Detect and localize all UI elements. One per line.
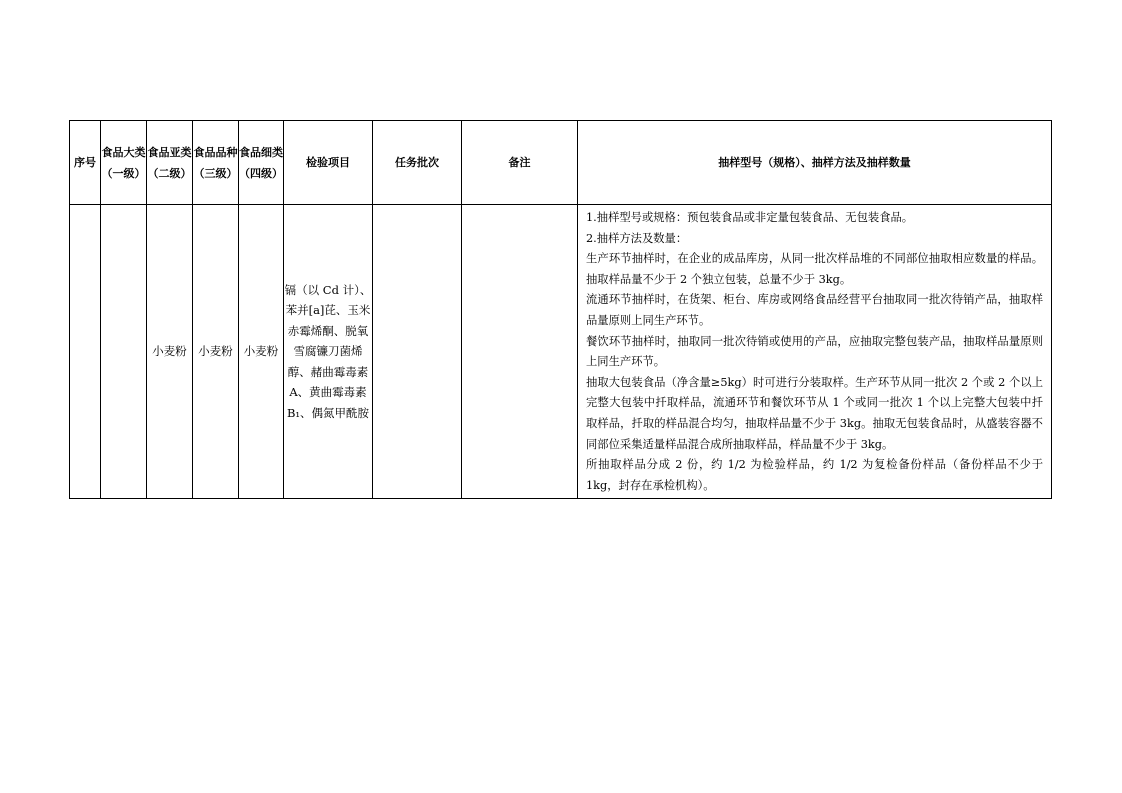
method-line: 2.抽样方法及数量： xyxy=(586,231,688,245)
header-cat4: 食品细类（四级） xyxy=(239,121,284,205)
header-cat3: 食品品种（三级） xyxy=(193,121,239,205)
header-remark: 备注 xyxy=(462,121,578,205)
header-row xyxy=(70,121,1052,205)
header-cat2: 食品亚类（二级） xyxy=(147,121,193,205)
method-line: 所抽取样品分成 2 份，约 1/2 为检验样品，约 1/2 为复检备份样品（备份样品不少于 1kg，封存在承检机构）。 xyxy=(586,458,1043,492)
cell-batch xyxy=(373,205,462,499)
cell-test-items: 镉（以 Cd 计）、苯并[a]芘、玉米赤霉烯酮、脱氧雪腐镰刀菌烯醇、赭曲霉毒素 A、黄曲霉毒素 B₁、偶氮甲酰胺 xyxy=(284,205,373,499)
header-seq: 序号 xyxy=(70,121,101,205)
header-cat1: 食品大类（一级） xyxy=(101,121,147,205)
cell-cat1 xyxy=(101,205,147,499)
cell-seq xyxy=(70,205,101,499)
cell-cat2: 小麦粉 xyxy=(147,205,193,499)
cell-remark xyxy=(462,205,578,499)
header-batch: 任务批次 xyxy=(373,121,462,205)
header-method: 抽样型号（规格）、抽样方法及抽样数量 xyxy=(578,121,1052,205)
cell-sampling-method xyxy=(578,205,1052,499)
cell-cat4: 小麦粉 xyxy=(239,205,284,499)
sampling-table xyxy=(69,120,1052,499)
cell-cat3: 小麦粉 xyxy=(193,205,239,499)
method-line: 抽取大包装食品（净含量≥5kg）时可进行分装取样。生产环节从同一批次 2 个或 2 个以上完整大包装中扦取样品，流通环节和餐饮环节从 1 个或同一批次 1 个以上完整大包装中扦取样品，扦取的样品混合均匀，抽取样品量不少于 3kg。抽取无包装食品时，从盛装容器不同部位采集适量样品混合成所抽取样品，样品量不少于 3kg。 xyxy=(586,375,1043,451)
header-items: 检验项目 xyxy=(284,121,373,205)
method-line: 生产环节抽样时，在企业的成品库房，从同一批次样品堆的不同部位抽取相应数量的样品。抽取样品量不少于 2 个独立包装，总量不少于 3kg。 xyxy=(586,252,1043,286)
table-row xyxy=(70,205,1052,499)
method-line: 餐饮环节抽样时，抽取同一批次待销或使用的产品，应抽取完整包装产品，抽取样品量原则上同生产环节。 xyxy=(586,334,1043,369)
method-line: 1.抽样型号或规格：预包装食品或非定量包装食品、无包装食品。 xyxy=(586,211,914,224)
method-line: 流通环节抽样时，在货架、柜台、库房或网络食品经营平台抽取同一批次待销产品，抽取样品量原则上同生产环节。 xyxy=(586,293,1043,327)
